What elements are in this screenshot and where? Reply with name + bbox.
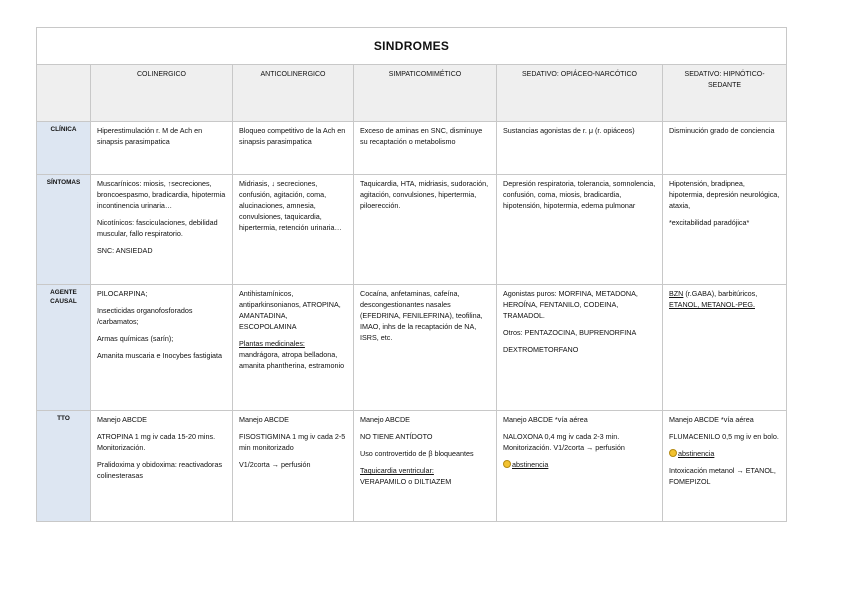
col-header-colinergico: COLINERGICO [91, 65, 233, 122]
tv-drugs: VERAPAMILO o DILTIAZEM [360, 477, 452, 486]
cell-text: Cocaína, anfetaminas, cafeína, descongestionantes nasales (EFEDRINA, FENILEFRINA), teofilina, IMAO, inhs de la recaptación de NA, ISRS, etc. [360, 289, 483, 342]
col-header-opiaceo: SEDATIVO: OPIÁCEO-NARCÓTICO [497, 65, 663, 122]
abstinencia-label: abstinencia [512, 460, 549, 469]
cell-text: NALOXONA 0,4 mg iv cada 2-3 min. Monitorización. V1/2corta → perfusión [503, 432, 625, 452]
cell-text: NO TIENE ANTÍDOTO [360, 432, 433, 441]
cell-text: Exceso de aminas en SNC, disminuye su recaptación o metabolismo [360, 126, 483, 146]
cell [354, 122, 497, 175]
cell-text: Uso controvertido de β bloqueantes [360, 449, 474, 458]
tv-label: Taquicardia ventricular: [360, 466, 434, 475]
cell-text: Bloqueo competitivo de la Ach en sinapsis parasimpatica [239, 126, 346, 146]
col-header-simpaticomimetico: SIMPATICOMIMÉTICO [354, 65, 497, 122]
cell-text: Depresión respiratoria, tolerancia, somnolencia, confusión, coma, miosis, bradicardia, hipotensión, hipotermia, edema pulmonar [503, 179, 656, 210]
syndromes-table [36, 27, 787, 522]
corner-cell [37, 65, 91, 122]
cell-text: Sustancias agonistas de r. μ (r. opiáceos) [503, 126, 635, 135]
cell [233, 411, 354, 522]
cell-text: Antihistamínicos, antiparkinsonianos, ATROPINA, AMANTADINA, ESCOPOLAMINA [239, 289, 341, 331]
cell-text: ATROPINA 1 mg iv cada 15-20 mins. Monitorización. [97, 432, 216, 452]
cell-text: Hiperestimulación r. M de Ach en sinapsis parasimpatica [97, 126, 203, 146]
frowning-face-icon [669, 449, 677, 457]
syndromes-page [36, 27, 786, 522]
cell [497, 285, 663, 411]
cell-text: Disminución grado de conciencia [669, 126, 775, 135]
cell [91, 175, 233, 285]
cell-text: Hipotensión, bradipnea, hipotermia, depresión neurológica, ataxia, [669, 179, 780, 210]
cell-text: Manejo ABCDE *vía aérea [503, 415, 588, 424]
etanol-line: ETANOL, METANOL-PEG. [669, 300, 755, 309]
cell-text: FISOSTIGMINA 1 mg iv cada 2-5 min monitorizado [239, 432, 346, 452]
cell-text: Manejo ABCDE [360, 415, 410, 424]
cell [663, 411, 787, 522]
cell [354, 411, 497, 522]
cell-text [503, 459, 656, 470]
cell-text: Manejo ABCDE [97, 415, 147, 424]
cell-text: Amanita muscaria e Inocybes fastigiata [97, 351, 223, 360]
row-sintomas [37, 175, 787, 285]
table-title: SINDROMES [37, 28, 787, 65]
cell-text: Manejo ABCDE [239, 415, 289, 424]
frowning-face-icon [503, 460, 511, 468]
cell-text: Taquicardia, HTA, midriasis, sudoración, agitación, convulsiones, hipertermia, piloerección. [360, 179, 489, 210]
cell-text: PILOCARPINA; [97, 289, 148, 298]
cell-text: FLUMACENILO 0,5 mg iv en bolo. [669, 432, 779, 441]
cell-text: Intoxicación metanol → ETANOL, FOMEPIZOL [669, 466, 776, 486]
cell-text: Armas químicas (sarín); [97, 334, 174, 343]
row-label-agente: AGENTE CAUSAL [37, 285, 91, 411]
cell [663, 175, 787, 285]
cell-text [360, 465, 490, 487]
cell [91, 122, 233, 175]
cell [91, 411, 233, 522]
cell-text [669, 288, 780, 310]
cell-text: Pralidoxima y obidoxima: reactivadoras colinesterasas [97, 460, 223, 480]
title-row [37, 28, 787, 65]
cell-text: *excitabilidad paradójica* [669, 218, 750, 227]
plants-label: Plantas medicinales: [239, 339, 305, 348]
cell-text: DEXTROMETORFANO [503, 345, 579, 354]
cell-text: Agonistas puros: MORFINA, METADONA, HEROÍNA, FENTANILO, CODEINA, TRAMADOL. [503, 289, 638, 320]
col-header-hipnotico: SEDATIVO: HIPNÓTICO-SEDANTE [663, 65, 787, 122]
cell-text: Insecticidas organofosforados /carbamatos; [97, 306, 193, 326]
cell-text [669, 448, 780, 459]
cell-text: Manejo ABCDE *vía aérea [669, 415, 754, 424]
row-label-sintomas: SÍNTOMAS [37, 175, 91, 285]
col-header-anticolinergico: ANTICOLINERGICO [233, 65, 354, 122]
cell [233, 175, 354, 285]
cell [91, 285, 233, 411]
row-tto [37, 411, 787, 522]
row-label-tto: TTO [37, 411, 91, 522]
cell [497, 175, 663, 285]
cell-text: Nicotínicos: fasciculaciones, debilidad muscular, fallo respiratorio. [97, 218, 218, 238]
cell-text: V1/2corta → perfusión [239, 460, 311, 469]
cell-text: Otros: PENTAZOCINA, BUPRENORFINA [503, 328, 637, 337]
cell-text [239, 338, 347, 371]
abstinencia-label: abstinencia [678, 449, 715, 458]
cell-text: SNC: ANSIEDAD [97, 246, 153, 255]
cell [497, 411, 663, 522]
cell [354, 285, 497, 411]
row-label-clinica: CLÍNICA [37, 122, 91, 175]
bzn-label: BZN [669, 289, 684, 298]
cell [233, 122, 354, 175]
cell-text: Muscarínicos: miosis, ↑secreciones, broncoespasmo, bradicardia, hipotermia incontinencia urinaria… [97, 179, 226, 210]
cell [497, 122, 663, 175]
header-row [37, 65, 787, 122]
plants-list: mandrágora, atropa belladona, amanita phantherina, estramonio [239, 350, 345, 370]
cell [354, 175, 497, 285]
cell [663, 285, 787, 411]
bzn-rest: (r.GABA), barbitúricos, [683, 289, 758, 298]
cell [663, 122, 787, 175]
row-clinica [37, 122, 787, 175]
cell [233, 285, 354, 411]
cell-text: Midriasis, ↓ secreciones, confusión, agitación, coma, alucinaciones, amnesia, convulsiones, taquicardia, hipertermia, retención urinaria… [239, 179, 342, 232]
row-agente-causal [37, 285, 787, 411]
